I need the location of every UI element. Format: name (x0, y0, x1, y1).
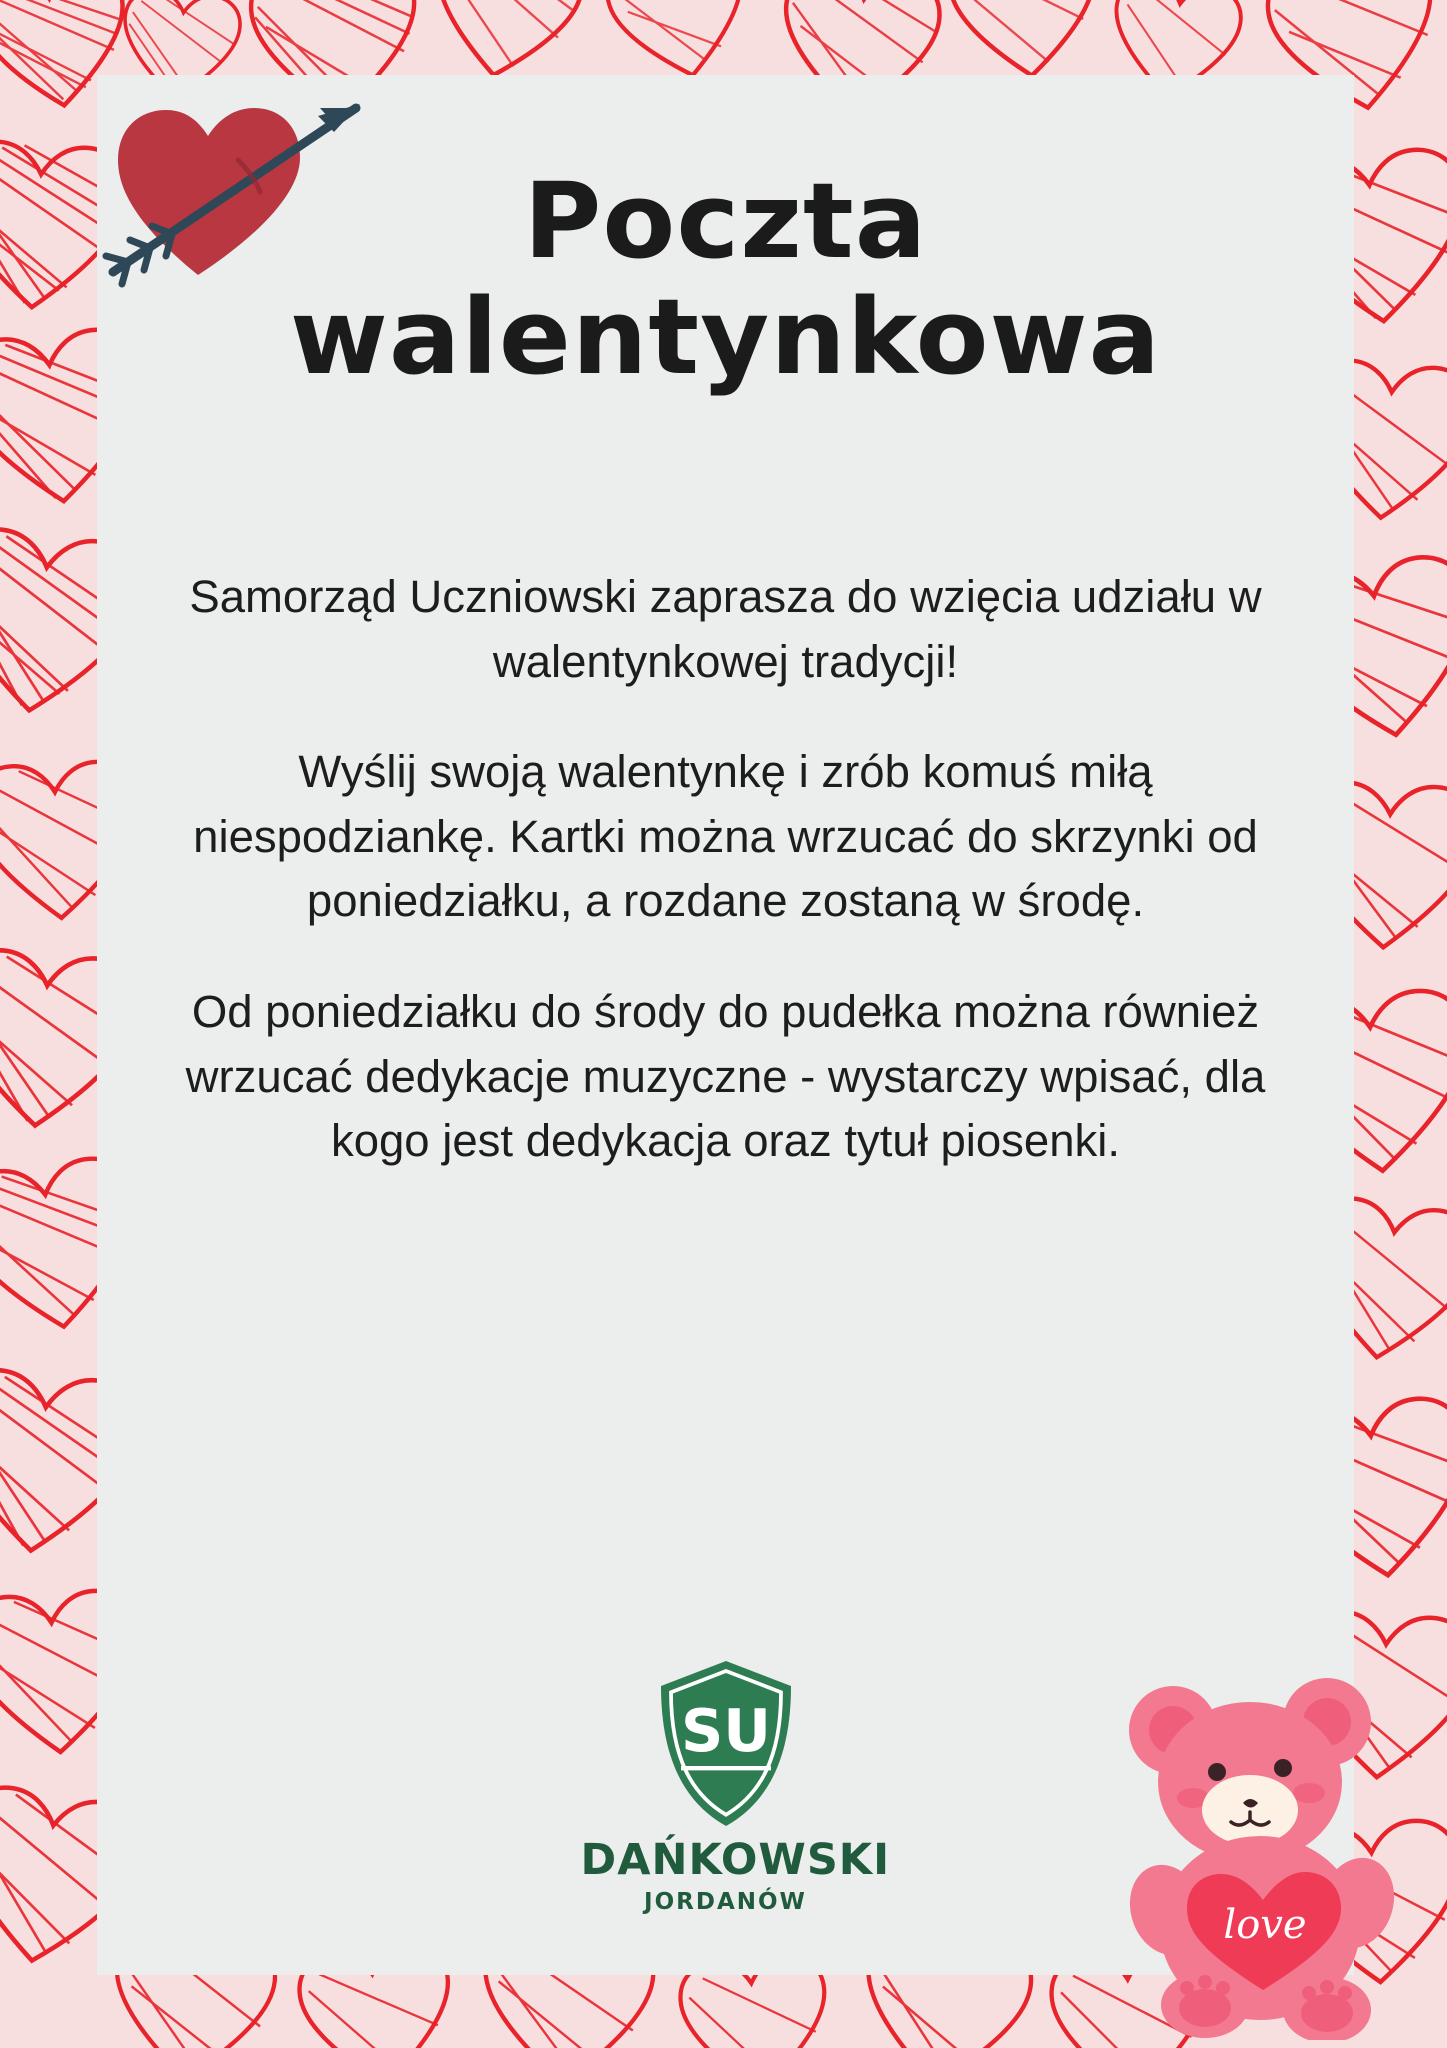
paragraph-intro: Samorząd Uczniowski zaprasza do wzięcia udziału w walentynkowej tradycji! (189, 571, 1262, 687)
logo-school-name: DAŃKOWSKI (580, 1835, 891, 1885)
poster-body (166, 565, 1286, 1174)
shield-icon (650, 1656, 802, 1831)
logo-school-city: JORDANÓW (644, 1889, 807, 1915)
title-line-1: Poczta (523, 160, 928, 282)
title-line-2: walentynkowa (289, 276, 1162, 399)
teddy-heart-text: love (1223, 1902, 1307, 1948)
svg-text:SU: SU (680, 1696, 771, 1765)
school-logo (580, 1656, 891, 1915)
paragraph-dedications: Od poniedziałku do środy do pudełka można również wrzucać dedykacje muzyczne - wystarczy wpisać, dla kogo jest dedykacja oraz tytuł piosenki. (185, 986, 1266, 1167)
paragraph-cards: Wyślij swoją walentynkę i zrób komuś miłą niespodziankę. Kartki można wrzucać do skrzynki od poniedziałku, a rozdane zostaną w środę. (193, 746, 1258, 927)
heart-with-arrow-icon (88, 60, 388, 290)
teddy-bear-illustration (1095, 1660, 1425, 2040)
